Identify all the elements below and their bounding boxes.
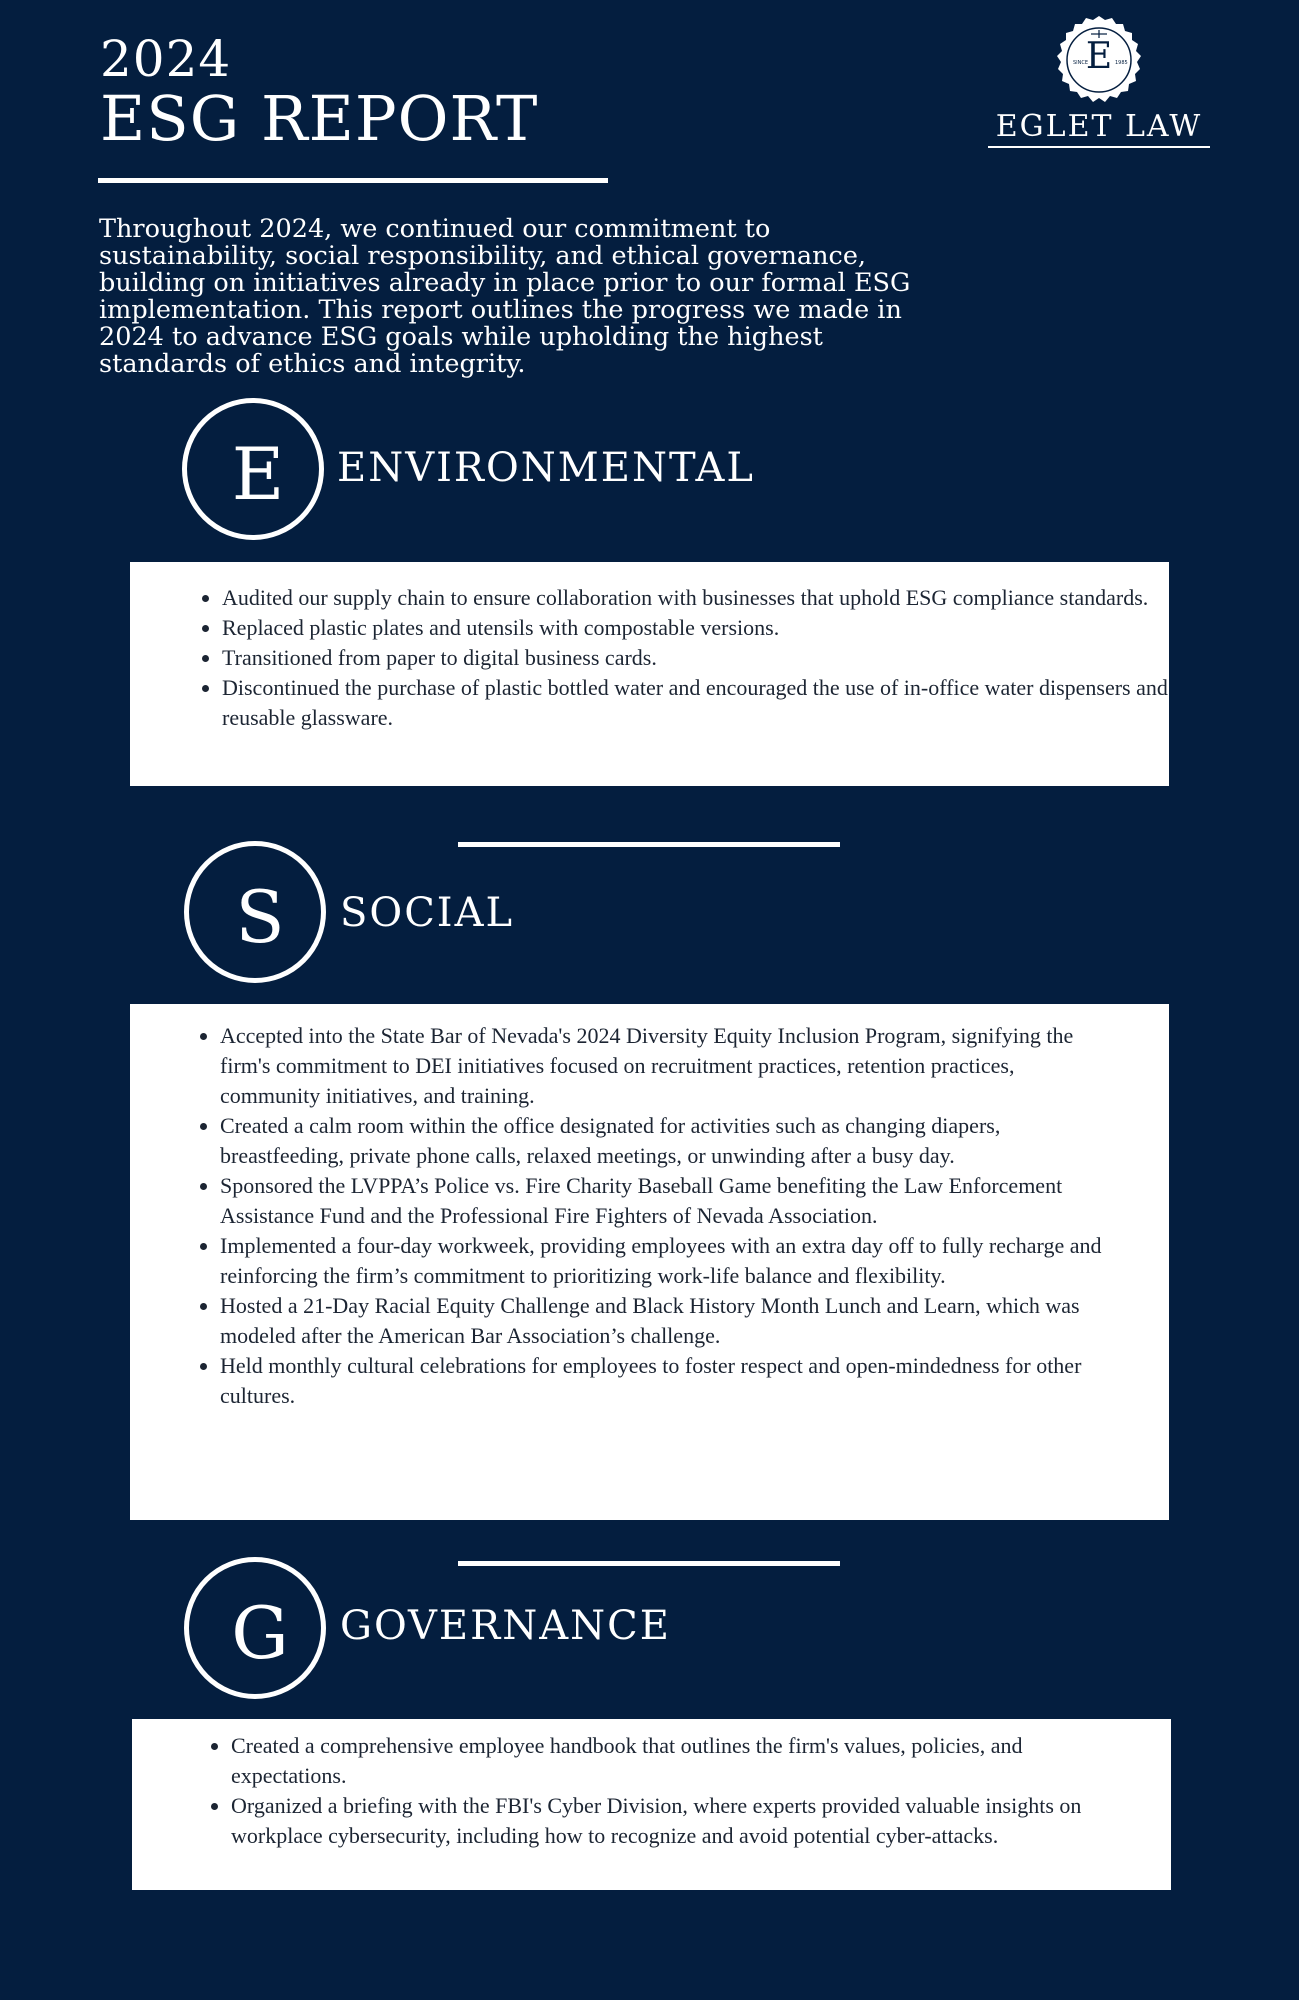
list-item: • Implemented a four-day workweek, providing employees with an extra day off to fully recharge and reinforcing the firm’s commitment to prioritizing work-life balance and flexibility.	[220, 1231, 1119, 1291]
list-item: • Created a calm room within the office designated for activities such as changing diapers, breastfeeding, private phone calls, relaxed meetings, or unwinding after a busy day.	[220, 1111, 1119, 1171]
social-title: SOCIAL	[340, 890, 515, 936]
firm-logo	[988, 14, 1210, 154]
list-item: • Replaced plastic plates and utensils with compostable versions.	[222, 613, 1169, 643]
seal-text-right: 1985	[1115, 60, 1128, 66]
list-item: • Created a comprehensive employee handbook that outlines the firm's values, policies, and expectations.	[231, 1731, 1121, 1791]
governance-letter: G	[231, 1591, 289, 1675]
seal-letter: E	[1085, 36, 1113, 77]
environmental-panel	[130, 562, 1169, 786]
firm-name: EGLET LAW	[995, 109, 1203, 144]
governance-panel	[132, 1719, 1171, 1890]
social-circle	[184, 841, 326, 983]
list-item: • Audited our supply chain to ensure collaboration with businesses that uphold ESG compliance standards.	[222, 583, 1169, 613]
governance-circle	[184, 1557, 326, 1699]
environmental-list	[130, 583, 1169, 733]
firm-name-underline	[988, 146, 1210, 148]
list-item: • Held monthly cultural celebrations for employees to foster respect and open-mindedness for other cultures.	[220, 1351, 1119, 1411]
social-list	[130, 1021, 1169, 1411]
environmental-circle	[182, 398, 324, 540]
governance-title: GOVERNANCE	[340, 1603, 671, 1649]
social-letter: S	[235, 875, 285, 959]
page-title: ESG REPORT	[100, 82, 539, 155]
list-item: • Accepted into the State Bar of Nevada's 2024 Diversity Equity Inclusion Program, signifying the firm's commitment to DEI initiatives focused on recruitment practices, retention practices, community initiatives, and training.	[220, 1021, 1119, 1111]
report-year: 2024	[100, 30, 232, 88]
seal-text-left: SINCE	[1073, 60, 1089, 66]
list-item: • Organized a briefing with the FBI's Cyber Division, where experts provided valuable insights on workplace cybersecurity, including how to recognize and avoid potential cyber-attacks.	[231, 1791, 1121, 1851]
intro-paragraph: Throughout 2024, we continued our commitment to sustainability, social responsibility, and ethical governance, building on initiatives already in place prior to our formal ESG implementation. This report outlines the progress we made in 2024 to advance ESG goals while upholding the highest standards of ethics and integrity.	[99, 214, 911, 379]
environmental-letter: E	[231, 432, 285, 516]
social-divider	[458, 842, 840, 847]
list-item: • Sponsored the LVPPA’s Police vs. Fire Charity Baseball Game benefiting the Law Enforcement Assistance Fund and the Professional Fire Fighters of Nevada Association.	[220, 1171, 1119, 1231]
list-item: • Hosted a 21-Day Racial Equity Challenge and Black History Month Lunch and Learn, which was modeled after the American Bar Association’s challenge.	[220, 1291, 1119, 1351]
title-divider	[98, 178, 608, 183]
environmental-title: ENVIRONMENTAL	[337, 445, 755, 491]
list-item: • Discontinued the purchase of plastic bottled water and encouraged the use of in-office water dispensers and reusable glassware.	[222, 673, 1169, 733]
governance-divider	[458, 1561, 840, 1566]
social-panel	[130, 1004, 1169, 1520]
list-item: • Transitioned from paper to digital business cards.	[222, 643, 1169, 673]
governance-list	[132, 1731, 1171, 1851]
